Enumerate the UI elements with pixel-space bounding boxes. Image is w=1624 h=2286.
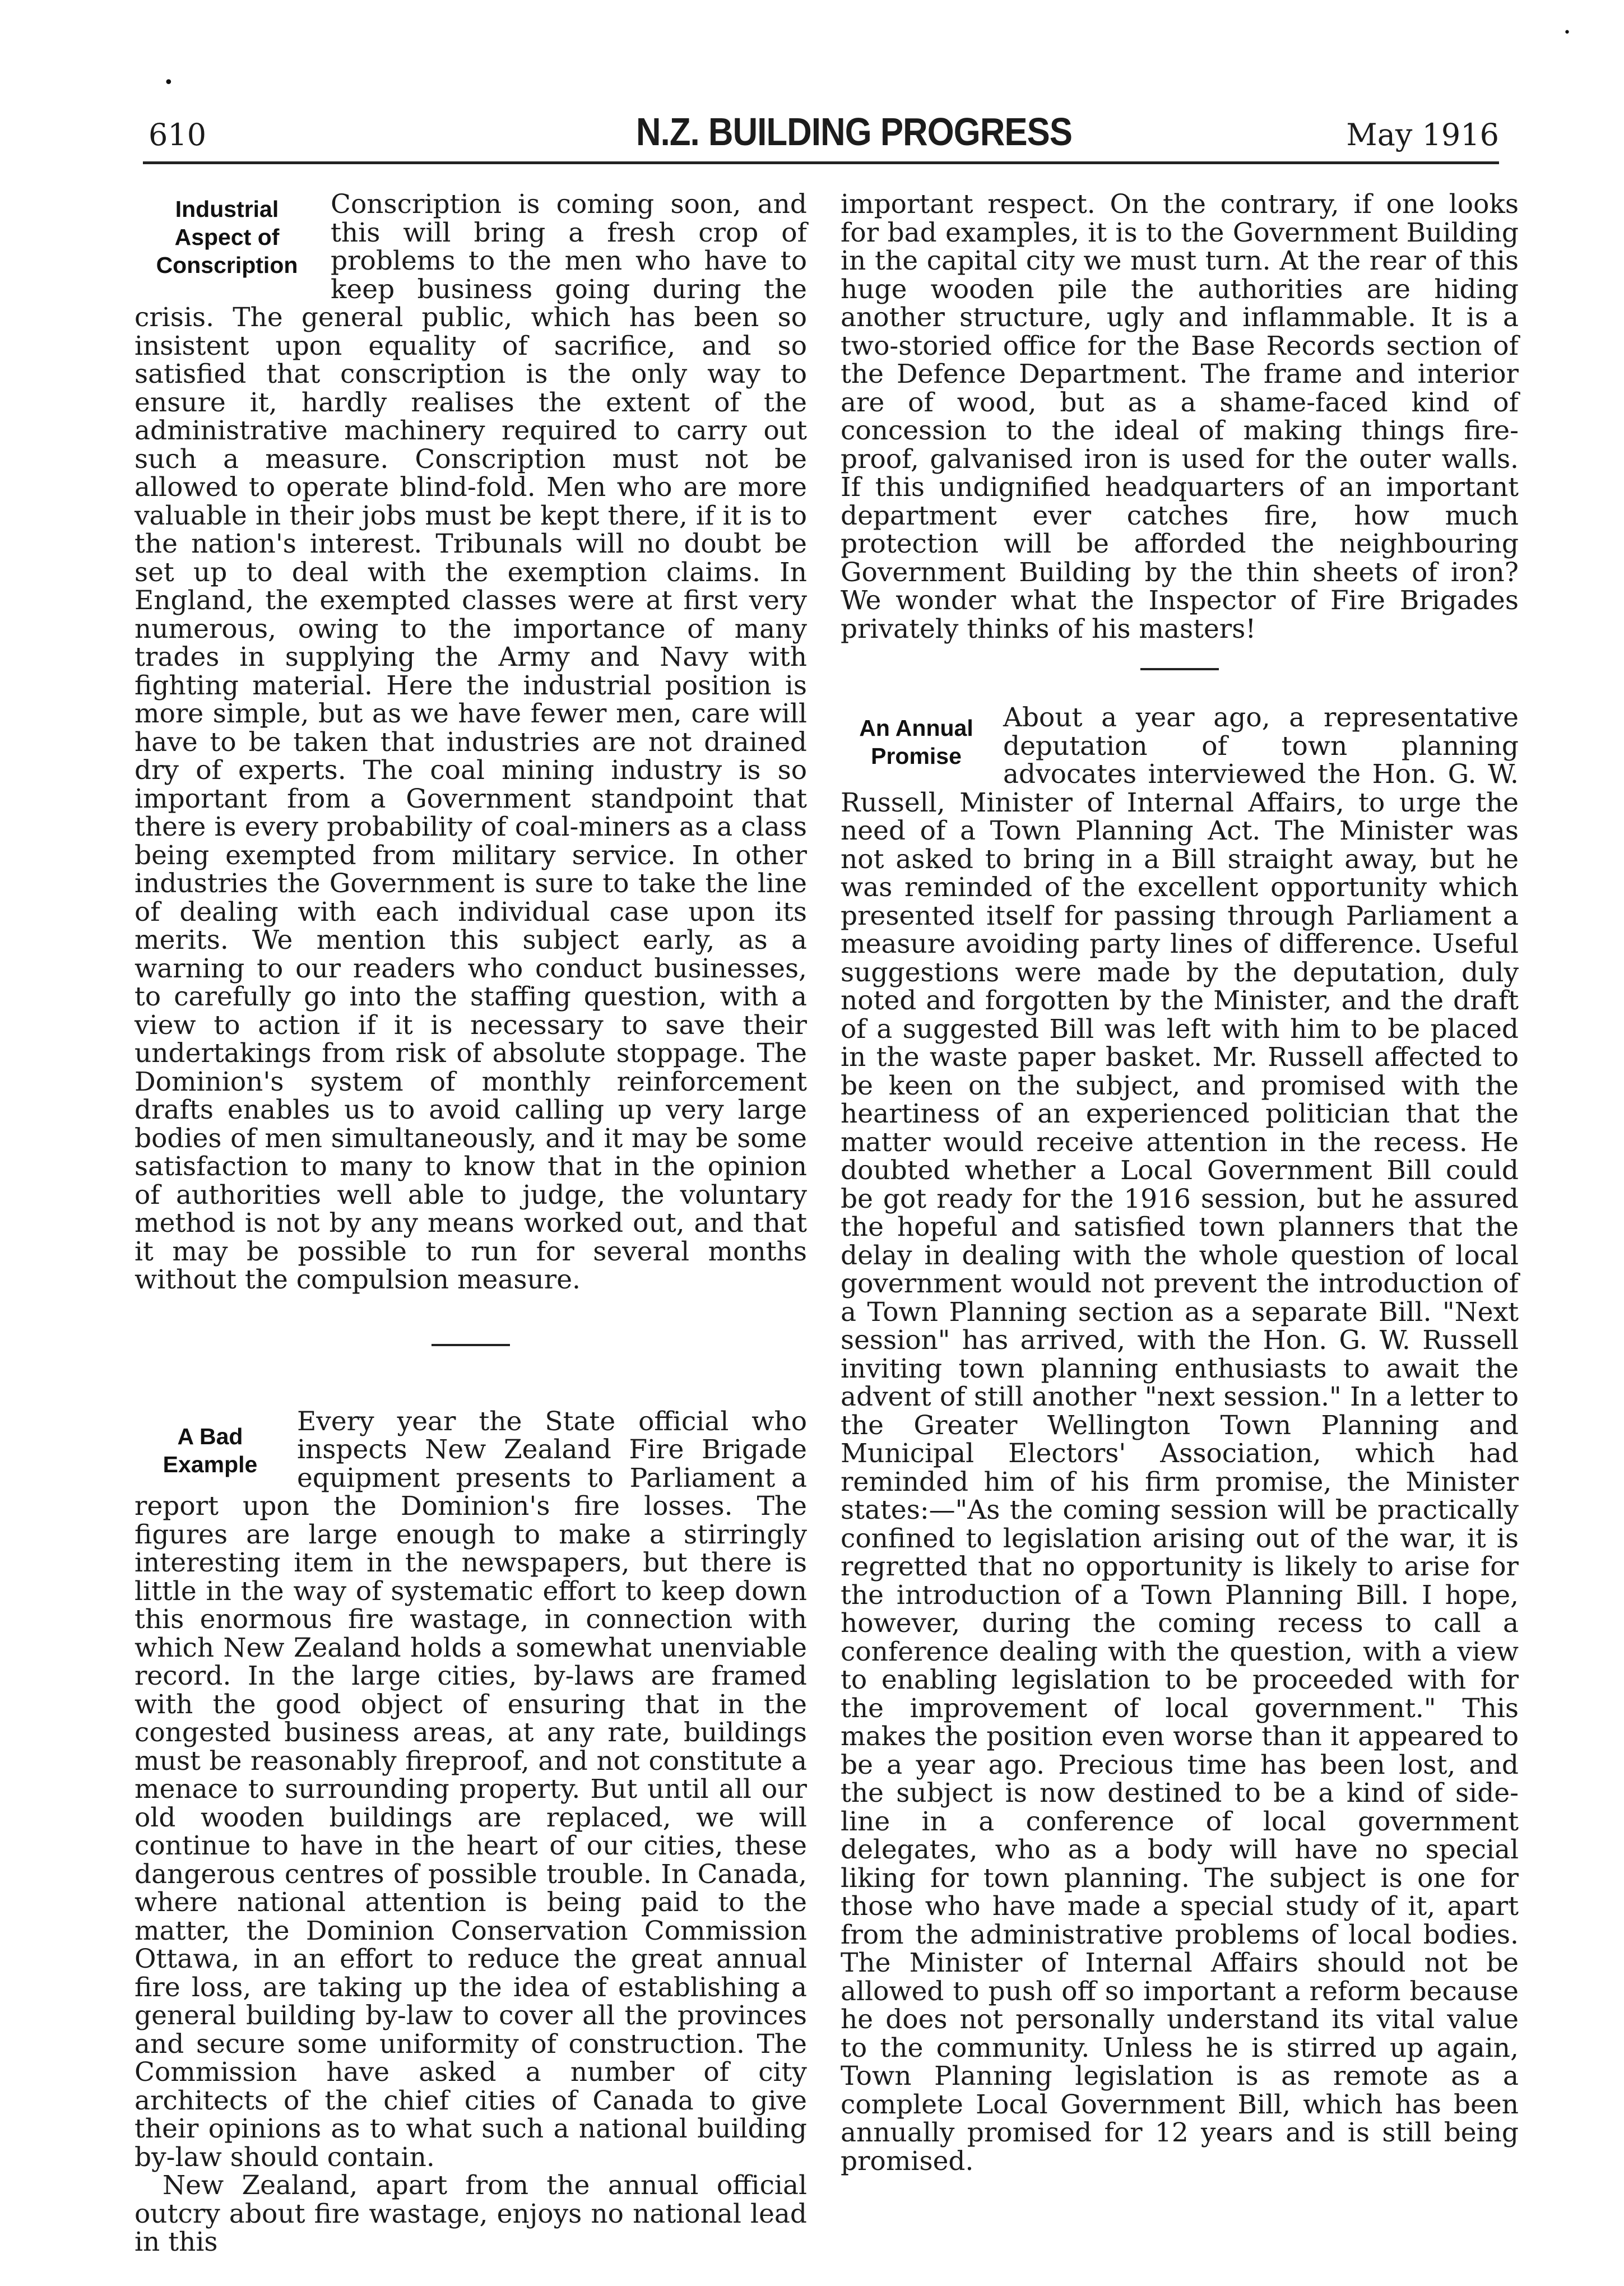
sidehead-line: Promise	[871, 743, 962, 769]
article-body-paragraph: New Zealand, apart from the annual official outcry about fire wastage, enjoys no national lead in this	[134, 2170, 807, 2257]
article-body-continued: important respect. On the contrary, if one looks for bad examples, it is to the Government Building in the capital city we must turn. At the rear of this huge wooden pile the authorities are hiding another structure, ugly and inflammable. It is a two-storied office for the Base Records section of the Defence Department. The frame and interior are of wood, but as a shame-faced kind of concession to the ideal of making things fire-proof, galvanised iron is used for the outer walls. If this undignified headquarters of an important department ever catches fire, how much protection will be afforded the neighbouring Government Building by the thin sheets of iron? We wonder what the Inspector of Fire Brigades privately thinks of his masters!	[841, 189, 1519, 644]
article-industrial-conscription	[134, 191, 807, 1295]
running-head	[143, 109, 1499, 165]
article-bad-example-continued	[841, 191, 1519, 643]
right-column	[841, 191, 1519, 2176]
sidehead-line: Conscription	[156, 252, 298, 278]
sidehead-line: Industrial	[175, 196, 279, 222]
sidehead-line: A Bad	[177, 1423, 243, 1449]
sidehead-line: Example	[163, 1451, 258, 1477]
sidehead-line: An Annual	[859, 715, 973, 741]
ink-speck: •	[164, 73, 174, 92]
article-sidehead	[134, 195, 319, 279]
article-body: Conscription is coming soon, and this will bring a fresh crop of problems to the men who have to keep business going during the crisis. The general public, which has been so insistent upon equality of sacrifice, and so satisfied that conscription is the only way to ensure it, hardly realises the extent of the administrative machinery required to carry out such a measure. Conscription must not be allowed to operate blind-fold. Men who are more valuable in their jobs must be kept there, if it is to the nation's interest. Tribunals will no doubt be set up to deal with the exemption claims. In England, the exempted classes were at first very numerous, owing to the importance of many trades in supplying the Army and Navy with fighting material. Here the industrial position is more simple, but as we have fewer men, care will have to be taken that industries are not drained dry of experts. The coal mining industry is so important from a Government standpoint that there is every probability of coal-miners as a class being exempted from military service. In other industries the Government is sure to take the line of dealing with each individual case upon its merits. We mention this subject early, as a warning to our readers who conduct businesses, to carefully go into the staffing question, with a view to action if it is necessary to save their undertakings from risk of absolute stoppage. The Dominion's system of monthly reinforcement drafts enables us to avoid calling up very large bodies of men simultaneously, and it may be some satisfaction to many to know that in the opinion of authorities well able to judge, the voluntary method is not by any means worked out, and that it may be possible to run for several months without the compulsion measure.	[134, 189, 807, 1295]
header-rule	[143, 161, 1499, 164]
section-divider	[1140, 668, 1219, 670]
article-sidehead	[134, 1422, 286, 1478]
sidehead-line: Aspect of	[174, 224, 280, 250]
page-number: 610	[149, 117, 207, 152]
article-body: Every year the State official who inspects New Zealand Fire Brigade equipment presents to Parliament a report upon the Dominion's fire losses. The figures are large enough to make a stirringly interesting item in the newspapers, but there is little in the way of systematic effort to keep down this enormous fire wastage, in connection with which New Zealand holds a somewhat unenviable record. In the large cities, by-laws are framed with the good object of ensuring that in the congested business areas, at any rate, buildings must be reasonably fireproof, and not constitute a menace to surrounding property. But until all our old wooden buildings are replaced, we will continue to have in the heart of our cities, these dangerous centres of possible trouble. In Canada, where national attention is being paid to the matter, the Dominion Conservation Commission Ottawa, in an effort to reduce the great annual fire loss, are taking up the idea of establishing a general building by-law to cover all the provinces and secure some uniformity of construction. The Commission have asked a number of city architects of the chief cities of Canada to give their opinions as to what such a national building by-law should contain.	[134, 1406, 807, 2173]
journal-title: N.Z. BUILDING PROGRESS	[636, 110, 1073, 154]
ink-speck: •	[1563, 26, 1571, 40]
article-annual-promise	[841, 704, 1519, 2176]
article-body: About a year ago, a representative deputation of town planning advocates interviewed the Hon. G. W. Russell, Minister of Internal Affairs, to urge the need of a Town Planning Act. The Minister was not asked to bring in a Bill straight away, but he was reminded of the excellent opportunity which presented itself for passing through Parliament a measure avoiding party lines of difference. Useful suggestions were made by the deputation, duly noted and forgotten by the Minister, and the draft of a suggested Bill was left with him to be placed in the waste paper basket. Mr. Russell affected to be keen on the subject, and promised with the heartiness of an experienced politician that the matter would receive attention in the recess. He doubted whether a Local Government Bill could be got ready for the 1916 session, but he assured the hopeful and satisfied town planners that the delay in dealing with the whole question of local government would not prevent the introduction of a Town Planning section as a separate Bill. "Next session" has arrived, with the Hon. G. W. Russell inviting town planning enthusiasts to await the advent of still another "next session." In a letter to the Greater Wellington Town Planning and Municipal Electors' Association, which had reminded him of his firm promise, the Minister states:—"As the coming session will be practically confined to legislation arising out of the war, it is regretted that no opportunity is likely to arise for the introduction of a Town Planning Bill. I hope, however, during the coming recess to call a conference dealing with the question, with a view to enabling legislation to be proceeded with for the improvement of local government." This makes the position even worse than it appeared to be a year ago. Precious time has been lost, and the subject is now destined to be a kind of side-line in a conference of local government delegates, who as a body will have no special liking for town planning. The subject is one for those who have made a special study of it, apart from the administrative problems of local bodies. The Minister of Internal Affairs should not be allowed to push off so important a reform because he does not personally understand its vital value to the community. Unless he is stirred up again, Town Planning legislation is as remote as a complete Local Government Bill, which has been annually promised for 12 years and is still being promised.	[841, 702, 1519, 2177]
article-bad-example	[134, 1408, 807, 2257]
issue-date: May 1916	[1346, 117, 1499, 152]
section-divider	[431, 1344, 510, 1346]
article-sidehead	[841, 714, 992, 770]
left-column	[134, 191, 807, 2257]
